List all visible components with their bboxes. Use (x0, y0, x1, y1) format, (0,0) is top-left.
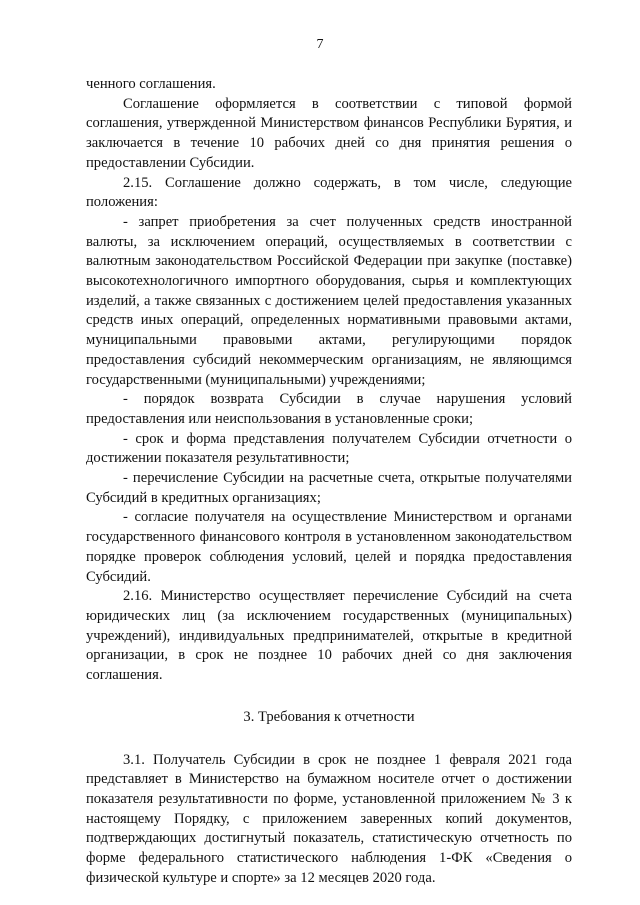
document-body (86, 75, 572, 888)
page-number: 7 (316, 37, 324, 52)
list-item-reporting-terms: - срок и форма представления получателем Субсидии отчетности о достижении показателя результативности; (86, 430, 572, 467)
section-heading: 3. Требования к отчетности (243, 708, 415, 725)
paragraph-continuation: ченного соглашения. (86, 76, 216, 92)
list-item-consent-inspections: - согласие получателя на осуществление Министерством и органами государственного финансового контроля в установленном законодательством порядке проверок соблюдения условий, целей и порядка предоставления Субсидий. (86, 509, 572, 585)
paragraph-2-16: 2.16. Министерство осуществляет перечисление Субсидий на счета юридических лиц (за исключением государственных (муниципальных) учреждений), индивидуальных предпринимателей, открытые в кредитной организации, в срок не позднее 10 рабочих дней со дня заключения соглашения. (86, 588, 572, 684)
list-item-transfer-accounts: - перечисление Субсидии на расчетные счета, открытые получателями Субсидий в кредитных организациях; (86, 470, 572, 506)
paragraph-agreement-form: Соглашение оформляется в соответствии с типовой формой соглашения, утвержденной Министерством финансов Республики Бурятия, и заключается в течение 10 рабочих дней со дня принятия решения о предоставлении Субсидии. (86, 95, 572, 171)
paragraph-2-15: 2.15. Соглашение должно содержать, в том числе, следующие положения: (86, 174, 572, 211)
list-item-refund-order: - порядок возврата Субсидии в случае нарушения условий предоставления или неиспользования в установленные сроки; (86, 391, 572, 427)
list-item-currency-ban: - запрет приобретения за счет полученных средств иностранной валюты, за исключением операций, осуществляемых в соответствии с валютным законодательством Российской Федерации при закупке (поставке) высокотехнологичного импортного оборудования, сырья и комплектующих изделий, а также связанных с достижением целей предоставления указанных средств иных операций, определенных нормативными правовыми актами, муниципальными правовыми актами, регулирующими порядок предоставления субсидий некоммерческим организациям, не являющимся государственными (муниципальными) учреждениями; (86, 213, 572, 388)
paragraph-3-1: 3.1. Получатель Субсидии в срок не позднее 1 февраля 2021 года представляет в Министерство на бумажном носителе отчет о достижении показателя результативности по форме, установленной приложением № 3 к настоящему Порядку, с приложением заверенных копий документов, подтверждающих достигнутый показатель, статистическую отчетность по форме федерального статистического наблюдения 1-ФК «Сведения о физической культуре и спорте» за 12 месяцев 2020 года. (86, 751, 572, 886)
